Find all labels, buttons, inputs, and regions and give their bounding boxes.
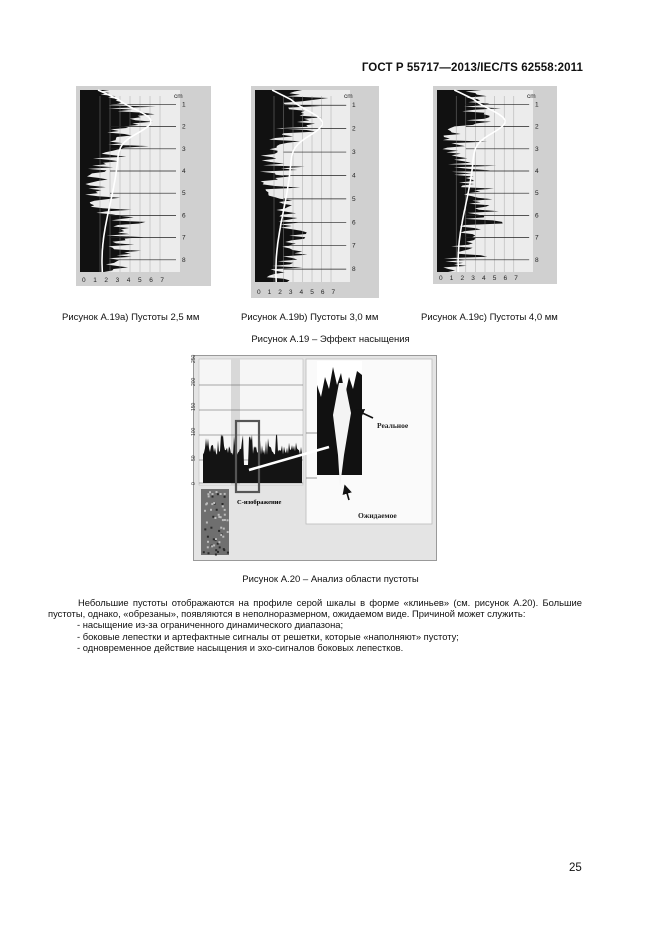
figure-a19-title: Рисунок А.19 – Эффект насыщения	[251, 334, 410, 345]
depth-label: 4	[352, 172, 356, 180]
depth-label: 6	[182, 212, 186, 220]
expected-label: Ожидаемое	[358, 511, 397, 520]
depth-label: 5	[352, 195, 356, 203]
depth-label: 7	[535, 234, 539, 242]
x-tick-label: 7	[160, 277, 165, 284]
depth-label: 8	[535, 256, 539, 264]
unit-label: cm	[344, 93, 353, 100]
depth-label: 1	[352, 102, 356, 110]
x-tick-label: 2	[104, 277, 109, 284]
real-label: Реальное	[377, 421, 409, 430]
depth-label: 6	[352, 219, 356, 227]
c-image-label: С-изображение	[237, 499, 282, 506]
depth-label: 4	[535, 168, 539, 176]
x-tick-label: 3	[288, 289, 293, 296]
x-tick-label: 3	[115, 277, 120, 284]
x-tick-label: 1	[93, 277, 97, 284]
figure-a19-panel-image	[433, 86, 557, 284]
figure-a19c-caption: Рисунок А.19c) Пустоты 4,0 мм	[421, 312, 558, 323]
figure-a20-caption: Рисунок А.20 – Анализ области пустоты	[242, 574, 419, 585]
x-tick-label: 2	[460, 275, 465, 282]
x-tick-label: 1	[267, 289, 272, 296]
x-tick-label: 4	[482, 275, 486, 282]
depth-label: 5	[182, 190, 186, 198]
x-tick-label: 6	[149, 277, 153, 284]
x-tick-label: 7	[331, 289, 336, 296]
x-tick-label: 1	[449, 275, 454, 282]
figure-a20-image	[193, 355, 437, 561]
y-tick-label: 50	[191, 455, 197, 461]
depth-label: 8	[352, 266, 356, 274]
depth-label: 3	[352, 149, 356, 157]
x-tick-label: 7	[514, 275, 518, 282]
depth-label: 2	[535, 123, 539, 131]
figure-a19a	[76, 86, 211, 286]
y-tick-label: 150	[191, 402, 197, 411]
figure-a19a-caption: Рисунок А.19а) Пустоты 2,5 мм	[62, 312, 200, 323]
figure-a19c	[433, 86, 557, 284]
y-tick-label: 200	[191, 377, 197, 386]
body-paragraph: Небольшие пустоты отображаются на профиле серой шкалы в форме «клиньев» (см. рисунок А.20). Большие пустоты, однако, «обрезаны», появляются в неполноразмерном, ожидаемом виде. Причиной может служить:	[48, 597, 582, 620]
depth-label: 5	[535, 190, 539, 198]
x-tick-label: 5	[492, 275, 497, 282]
x-tick-label: 4	[299, 289, 304, 296]
x-tick-label: 5	[310, 289, 314, 296]
depth-label: 2	[352, 125, 356, 133]
x-tick-label: 0	[257, 289, 261, 296]
x-tick-label: 6	[503, 275, 508, 282]
y-tick-label: 250	[191, 354, 197, 363]
document-header: ГОСТ Р 55717—2013/IEC/TS 62558:2011	[361, 62, 583, 74]
depth-label: 4	[182, 168, 186, 176]
x-tick-label: 0	[439, 275, 443, 282]
depth-label: 3	[182, 145, 186, 153]
depth-label: 1	[182, 101, 186, 109]
x-tick-label: 5	[138, 277, 142, 284]
depth-label: 7	[182, 234, 186, 242]
depth-label: 6	[535, 212, 539, 220]
figure-a19-panel-image	[251, 86, 379, 298]
y-tick-label: 100	[191, 427, 197, 436]
x-tick-label: 4	[126, 277, 131, 284]
x-tick-label: 3	[471, 275, 475, 282]
depth-label: 8	[182, 256, 186, 264]
figure-a19b	[251, 86, 379, 298]
bullet-item: - боковые лепестки и артефактные сигналы от решетки, которые «наполняют» пустоту;	[77, 630, 459, 642]
depth-label: 3	[535, 145, 539, 153]
x-tick-label: 6	[320, 289, 325, 296]
figure-a19b-caption: Рисунок А.19b) Пустоты 3,0 мм	[241, 312, 379, 323]
x-tick-label: 2	[278, 289, 282, 296]
body-text	[48, 597, 582, 653]
bullet-list	[48, 619, 582, 653]
unit-label: cm	[174, 93, 183, 100]
page-number: 25	[569, 862, 582, 874]
figure-a20	[193, 355, 437, 566]
depth-label: 7	[352, 242, 356, 250]
x-tick-label: 0	[82, 277, 86, 284]
figure-a19-panel-image	[76, 86, 211, 286]
bullet-item: - насыщение из-за ограниченного динамического диапазона;	[77, 619, 344, 631]
unit-label: cm	[527, 93, 536, 100]
y-tick-label: 0	[191, 482, 197, 485]
depth-label: 2	[182, 123, 186, 131]
bullet-item: - одновременное действие насыщения и эхо-сигналов боковых лепестков.	[77, 641, 404, 653]
depth-label: 1	[535, 101, 539, 109]
